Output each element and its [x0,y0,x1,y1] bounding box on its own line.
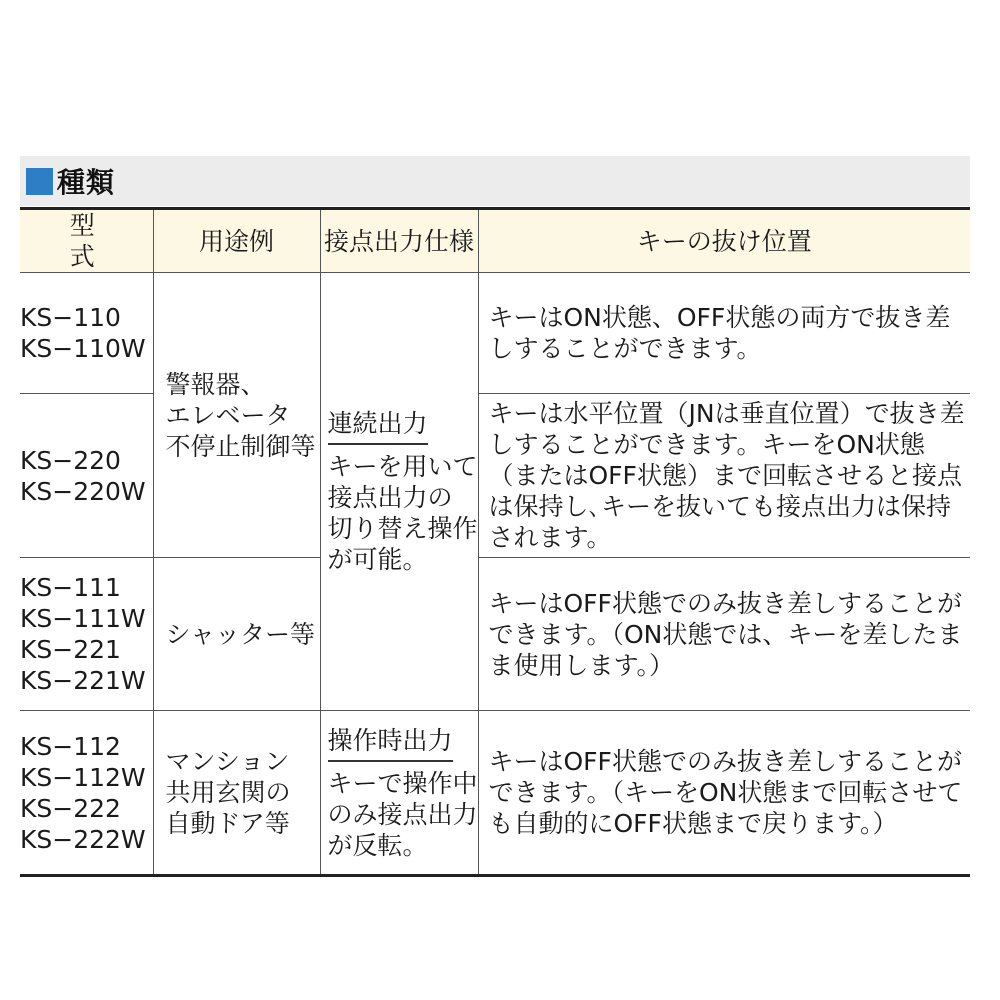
use-line: 警報器、 [165,369,266,399]
note-cell: キーはOFF状態でのみ抜き差しすることができます。（キーをON状態まで回転させても自動的にOFF状態まで戻ります。） [478,711,970,876]
table-row [20,273,970,394]
spec-line: 切り替え操作 [327,514,478,543]
use-line: シャッター等 [165,619,316,649]
use-line: エレベータ [165,400,291,430]
note-cell: キーはOFF状態でのみ抜き差しすることができます。（ON状態では、キーを差したまま使用します。） [478,558,970,711]
model-name: KS−222 [20,793,121,823]
model-name: KS−110 [20,303,121,332]
spec-title: 連続出力 [328,408,428,445]
spec-line: のみ接点出力 [327,799,478,829]
use-cell [153,273,320,558]
section-marker-square [26,168,53,195]
note-cell: キーは水平位置（JNは垂直位置）で抜き差しすることができます。キーをON状態（またはOFF状態）まで回転させると接点は保持し､キーを抜いても接点出力は保持されます。 [478,394,970,558]
model-name: KS−221 [20,635,121,664]
model-name: KS−220W [20,476,146,506]
product-types-table [20,207,970,877]
table-header-row [20,209,970,273]
use-cell [153,711,320,876]
table-row [20,558,970,711]
note-cell: キーはON状態、OFF状態の両方で抜き差しすることができます。 [478,273,970,394]
use-line: 共用玄関の [165,778,291,807]
model-name: KS−112W [20,762,146,792]
table-row [20,711,970,876]
model-name: KS−110W [20,334,146,363]
use-line: マンション [165,747,290,776]
spec-line: が反転。 [327,830,428,860]
spec-title: 操作時出力 [328,725,453,762]
use-line: 自動ドア等 [165,809,290,838]
spec-line: が可能。 [327,545,428,574]
section-title: 種類 [57,166,116,199]
model-name: KS−112 [20,731,121,761]
model-name: KS−111W [20,604,146,633]
spec-line: キーで操作中 [327,768,478,798]
spec-line: キーを用いて [327,452,478,481]
header-model: 型 式 [20,209,153,273]
header-contact-output: 接点出力仕様 [320,209,478,273]
use-line: 不停止制御等 [165,431,316,461]
model-cell [20,711,153,876]
spec-line: 接点出力の [327,483,453,512]
model-name: KS−111 [20,573,121,602]
section-header [20,156,970,206]
use-cell [153,558,320,711]
spec-cell [320,273,478,711]
model-cell [20,273,153,394]
header-key-position: キーの抜け位置 [478,209,970,273]
model-name: KS−221W [20,666,146,695]
model-name: KS−222W [20,824,146,854]
model-cell [20,394,153,558]
header-use: 用途例 [153,209,320,273]
spec-cell [320,711,478,876]
model-cell [20,558,153,711]
model-name: KS−220 [20,445,121,475]
